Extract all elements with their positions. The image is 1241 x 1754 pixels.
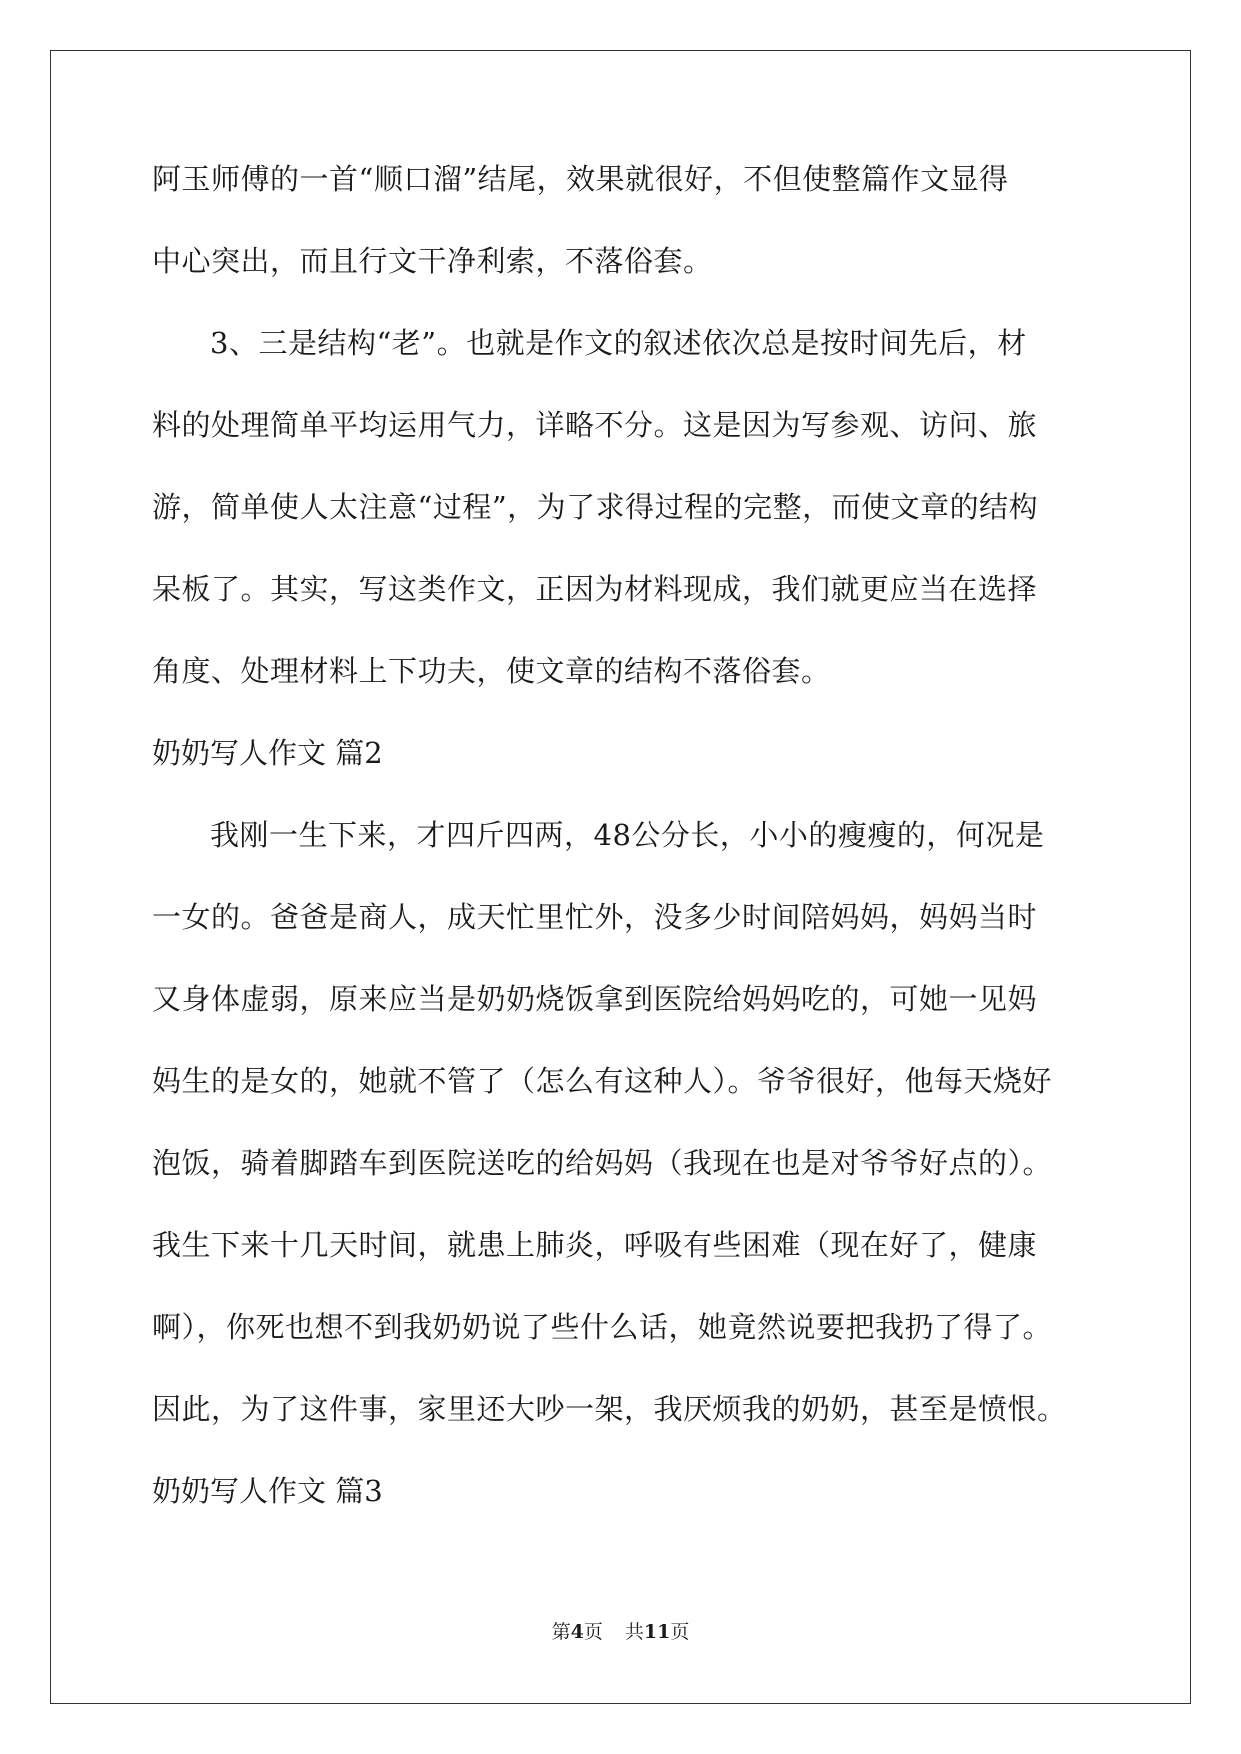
text-line: 3、三是结构“老”。也就是作文的叙述依次总是按时间先后，材: [210, 326, 1027, 360]
text-line: 泡饭，骑着脚踏车到医院送吃的给妈妈（我现在也是对爷爷好点的）。: [152, 1146, 1053, 1180]
total-suffix: 页: [670, 1621, 690, 1643]
text-line: 又身体虚弱，原来应当是奶奶烧饭拿到医院给妈妈吃的，可她一见妈: [152, 982, 1038, 1016]
page-prefix: 第: [551, 1621, 571, 1643]
text-line: 妈生的是女的，她就不管了（怎么有这种人）。爷爷很好，他每天烧好: [152, 1064, 1053, 1098]
text-line: 我生下来十几天时间，就患上肺炎，呼吸有些困难（现在好了，健康: [152, 1228, 1038, 1262]
text-line: 角度、处理材料上下功夫，使文章的结构不落俗套。: [152, 654, 831, 688]
total-pages: 11: [643, 1621, 671, 1643]
total-prefix: 共: [624, 1621, 644, 1643]
text-line: 中心突出，而且行文干净利索，不落俗套。: [152, 244, 713, 278]
text-line: 呆板了。其实，写这类作文，正因为材料现成，我们就更应当在选择: [152, 572, 1038, 606]
document-body: [152, 160, 1088, 1554]
section-heading: 奶奶写人作文 篇2: [152, 736, 383, 770]
section-heading: 奶奶写人作文 篇3: [152, 1474, 383, 1508]
text-line: 一女的。爸爸是商人，成天忙里忙外，没多少时间陪妈妈，妈妈当时: [152, 900, 1038, 934]
text-line: 料的处理简单平均运用气力，详略不分。这是因为写参观、访问、旅: [152, 408, 1038, 442]
page-number: 4: [570, 1621, 584, 1643]
text-line: 游，简单使人太注意“过程”，为了求得过程的完整，而使文章的结构: [152, 490, 1039, 524]
page-footer: [0, 1620, 1241, 1644]
text-line: 我刚一生下来，才四斤四两，48公分长，小小的瘦瘦的，何况是: [210, 818, 1045, 852]
text-line: 阿玉师傅的一首“顺口溜”结尾，效果就很好，不但使整篇作文显得: [152, 162, 1009, 196]
page-suffix: 页: [583, 1621, 603, 1643]
text-line: 啊），你死也想不到我奶奶说了些什么话，她竟然说要把我扔了得了。: [152, 1310, 1053, 1344]
text-line: 因此，为了这件事，家里还大吵一架，我厌烦我的奶奶，甚至是愤恨。: [152, 1392, 1067, 1426]
